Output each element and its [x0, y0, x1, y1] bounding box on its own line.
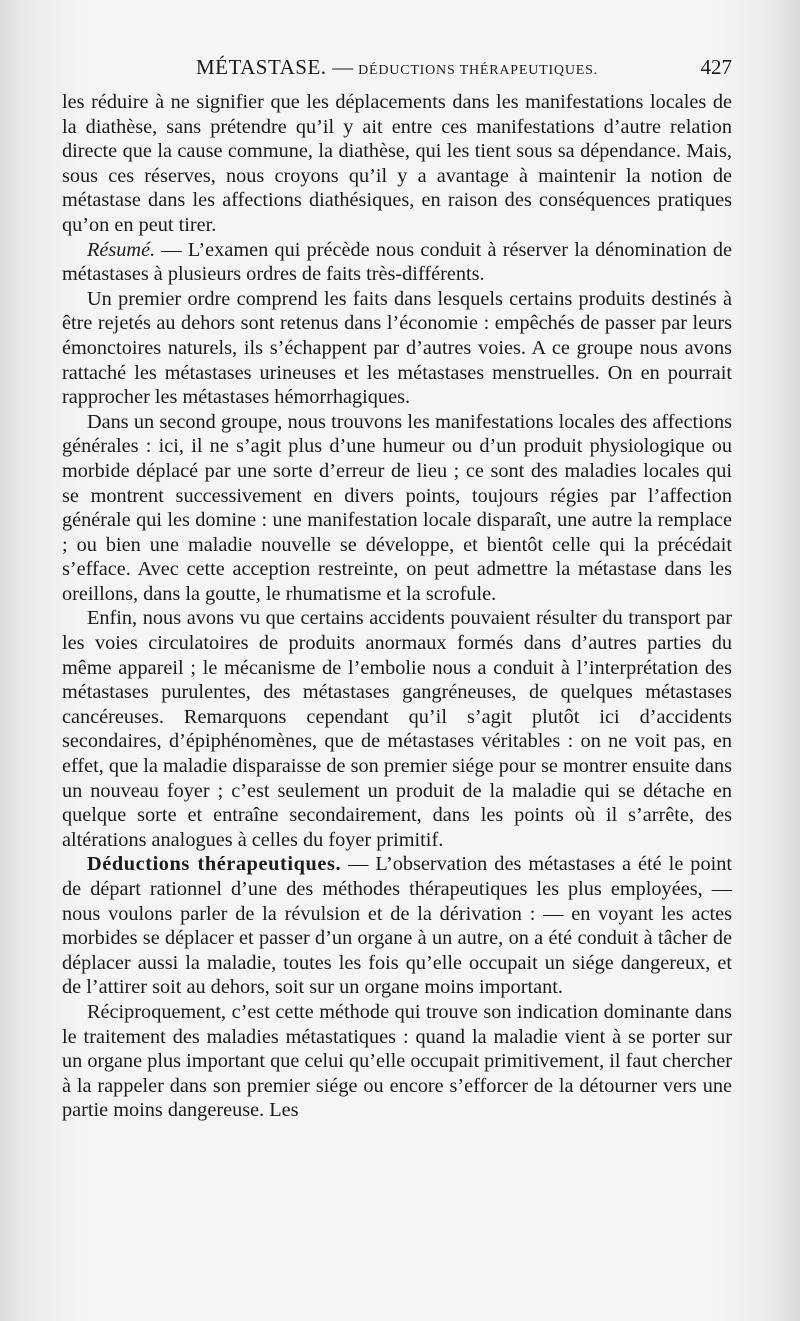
paragraph-body: Dans un second groupe, nous trouvons les manifestations locales des affections générales : ici, il ne s’agit plus d’une humeur ou d’un produit physiologique ou morbide déplacé par une sorte d’erreur de lieu ; ce sont des maladies locales qui se montrent successivement en divers points, toujours régies par l’affection générale qui les domine : une manifestation locale disparaît, une autre la remplace ; ou bien une maladie nouvelle se développe, et bientôt celle qui la précédait s’efface. Avec cette acception restreinte, on peut admettre la métastase dans les oreillons, dans la goutte, le rhumatisme et la scrofule.: [62, 410, 732, 605]
paragraph-body: les réduire à ne signifier que les déplacements dans les manifestations locales de la diathèse, sans prétendre qu’il y ait entre ces manifestations d’autre relation directe que la cause commune, la diathèse, qui les tient sous sa dépendance. Mais, sous ces réserves, nous croyons qu’il y a avantage à maintenir la notion de métastase dans les affections diathésiques, en raison des conséquences pratiques qu’on en peut tirer.: [62, 91, 732, 236]
paragraph-premier-ordre: [62, 287, 732, 410]
paragraph-body: Enfin, nous avons vu que certains accidents pouvaient résulter du transport par les voies circulatoires de produits anormaux formés dans d’autres parties du même appareil ; le mécanisme de l’embolie nous a conduit à l’interprétation des métastases purulentes, des métastases gangréneuses, de quelques métastases cancéreuses. Remarquons cependant qu’il s’agit plutôt ici d’accidents secondaires, d’épiphénomènes, que de métastases véritables : on ne voit pas, en effet, que la maladie disparaisse de son premier siége pour se montrer ensuite dans un nouveau foyer ; c’est seulement un produit de la maladie qui se détache en quelque sorte et entraîne secondairement, dans les points où il s’arrête, des altérations analogues à celles du foyer primitif.: [62, 607, 732, 851]
paragraph-body: — L’examen qui précède nous conduit à réserver la dénomination de métastases à plusieurs ordres de faits très-différents.: [62, 238, 732, 286]
running-header: [62, 55, 732, 85]
running-title-main: MÉTASTASE. —: [196, 55, 354, 79]
section-heading-deductions: Déductions thérapeutiques.: [87, 853, 342, 876]
paragraph-enfin: [62, 606, 732, 852]
paragraph-body: Un premier ordre comprend les faits dans lesquels certains produits destinés à être rejetés au dehors sont retenus dans l’économie : empêchés de passer par leurs émonctoires naturels, ils s’échappent par d’autres voies. A ce groupe nous avons rattaché les métastases urineuses et les métastases menstruelles. On en pourrait rapprocher les métastases hémorrhagiques.: [62, 287, 732, 409]
body-text: [62, 90, 732, 1123]
paragraph-reciproquement: [62, 1000, 732, 1123]
paragraph-body: Réciproquement, c’est cette méthode qui trouve son indication dominante dans le traitement des maladies métastatiques : quand la maladie vient à se porter sur un organe plus important que celui qu’elle occupait primitivement, il faut chercher à la rappeler dans son premier siége ou encore s’efforcer de la détourner vers une partie moins dangereuse. Les: [62, 1000, 732, 1122]
section-lead-resume: Résumé.: [87, 238, 156, 261]
paragraph-body: — L’observation des métastases a été le point de départ rationnel d’une des méthodes thérapeutiques les plus employées, — nous voulons parler de la révulsion et de la dérivation : — en voyant les actes morbides se déplacer et passer d’un organe à un autre, on a été conduit à tâcher de déplacer aussi la maladie, toutes les fois qu’elle occupait un siége dangereux, et de l’attirer soit au dehors, soit sur un organe moins important.: [62, 853, 732, 999]
paragraph-deductions: [62, 852, 732, 1000]
page-number: 427: [700, 55, 732, 79]
paragraph-continuation: [62, 90, 732, 238]
paragraph-resume: [62, 238, 732, 287]
paragraph-second-groupe: [62, 410, 732, 607]
running-title: [62, 55, 732, 80]
running-title-sub: DÉDUCTIONS THÉRAPEUTIQUES.: [353, 63, 598, 78]
